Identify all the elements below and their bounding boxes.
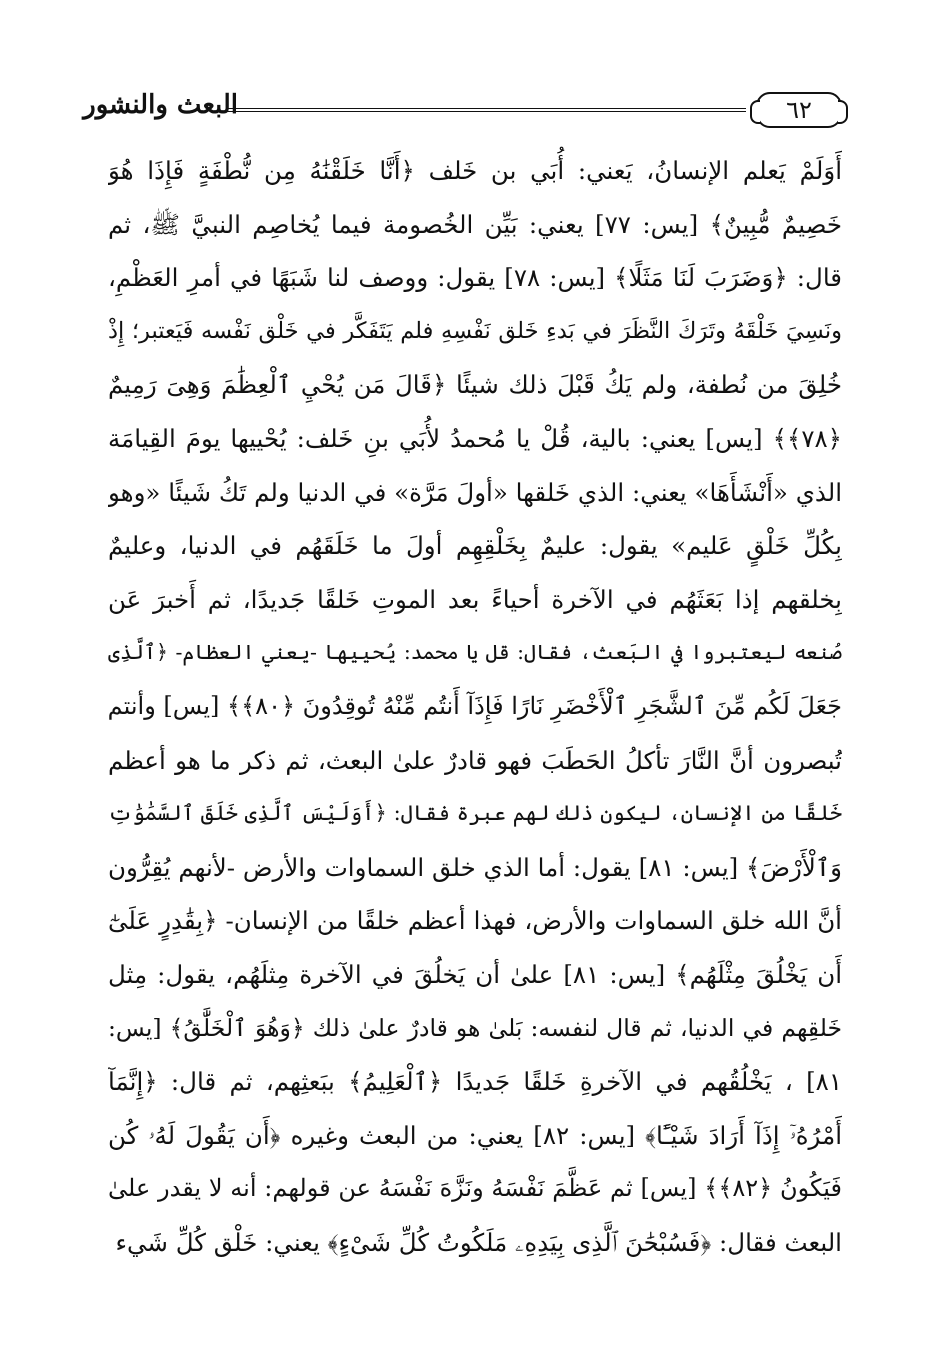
text-line: أَن يَخْلُقَ مِثْلَهُم﴾ [يس: ٨١] علىٰ أن يَخلُقَ في الآخرة مِثلَهُم، يقول: مِثل bbox=[108, 959, 842, 989]
text-line: أَوَلَمْ يَعلم الإنسانُ، يَعني: أُبَي بن خَلف ﴿أَنَّا خَلَقْنَٰهُ مِن نُّطْفَةٍ فَإِذَا هُوَ bbox=[108, 156, 842, 185]
text-line: خَلقِهم في الدنيا، ثم قال لنفسه: بَلىٰ هو قادرٌ علىٰ ذلك ﴿وَهُوَ ٱلْخَلَّٰقُ﴾ [يس: bbox=[108, 1013, 842, 1042]
text-line: خُلِقَ من نُطفة، ولم يَكُ قَبْلَ ذلك شيئًا ﴿قَالَ مَن يُحْيِ ٱلْعِظَٰمَ وَهِىَ رَمِيمٌ bbox=[108, 370, 842, 400]
text-line: بِخلقهم إذا بَعَثَهُم في الآخرة أحياءً بعد الموتِ خَلقًا جَديدًا، ثم أَخبرَ عَن bbox=[108, 584, 842, 614]
page-number: ٦٢ bbox=[756, 92, 842, 128]
text-line: صُنعه ليعتبروا في البَعث، فقال: قل يا محمد: يُحييها -يعني العظام- ﴿ٱلَّذِى bbox=[108, 640, 842, 665]
body-text bbox=[108, 144, 842, 1269]
header-rule bbox=[226, 108, 746, 112]
text-line: وَٱلْأَرْضَ﴾ [يس: ٨١] يقول: أما الذي خلق السماوات والأرض -لأنهم يُقِرُّون bbox=[108, 852, 842, 882]
text-line: أنَّ الله خلق السماوات والأرض، فهذا أعظم خلقًا من الإنسان- ﴿بِقَٰدِرٍ عَلَىٰٓ bbox=[108, 906, 842, 936]
text-line: خَلقًا من الإنسان، ليكون ذلك لهم عبرة فقال: ﴿أَوَلَيْسَ ٱلَّذِى خَلَقَ ٱلسَّمَٰوَٰتِ bbox=[108, 801, 842, 826]
text-line: البعث فقال: ﴿فَسُبْحَٰنَ ٱلَّذِى بِيَدِهِۦ مَلَكُوتُ كُلِّ شَىْءٍ﴾ يعني: خَلْق كُلِّ شَيء bbox=[115, 1227, 842, 1257]
text-line: الذي «أَنْشَأَهَا» يعني: الذي خَلقها «أولَ مَرَّة» في الدنيا ولم تَكُ شَيئًا «وهو bbox=[108, 477, 842, 507]
text-line: ﴿٧٨﴾﴾ [يس] يعني: بالية، قُلْ يا مُحمدُ لأُبَي بنِ خَلف: يُحْييها يومَ القِيامَة bbox=[108, 423, 842, 453]
running-title: البعث والنشور bbox=[108, 90, 244, 120]
text-line: أَمْرُهُۥٓ إِذَآ أَرَادَ شَيْـًٔا﴾ [يس: ٨٢] يعني: من البعث وغيره ﴿أَن يَقُولَ لَهُۥ كُن bbox=[108, 1120, 842, 1150]
text-line: ٨١] ، يَخْلُقُهم في الآخرةِ خَلقًا جَديدًا ﴿ٱلْعَلِيمُ﴾ ببَعثِهم، ثم قال: ﴿إِنَّمَآ bbox=[108, 1067, 842, 1097]
text-line: ونَسِيَ خَلْقَهُ وتَرَكَ النَّظَرَ في بَدءِ خَلق نَفْسِهِ فلم يَتَفَكَّر في خَلْق نَفْسه فَيَعتبر؛ إِذْ bbox=[108, 317, 842, 344]
text-line: جَعَلَ لَكُم مِّنَ ٱلشَّجَرِ ٱلْأَخْضَرِ نَارًا فَإِذَآ أَنتُم مِّنْهُ تُوقِدُونَ ﴿٨٠﴾﴾ [يس] وأنتم bbox=[108, 691, 842, 720]
text-line: فَيَكُونُ ﴿٨٢﴾﴾ [يس] ثم عَظَّمَ نَفْسَهُ ونَزَّهَ نَفْسَهُ عن قولهم: أنه لا يقدر علىٰ bbox=[108, 1174, 842, 1203]
running-header bbox=[83, 86, 842, 138]
text-line: تُبصرون أنَّ النَّارَ تأكلُ الحَطَبَ فهو قادرٌ علىٰ البعث، ثم ذكر ما هو أعظم bbox=[108, 745, 842, 775]
text-line: بِكُلِّ خَلْقٍ عَليم» يقول: عليمٌ بِخَلْقِهِم أولَ ما خَلَقَهُم في الدنيا، وعليمٌ bbox=[108, 531, 842, 561]
text-line: خَصِيمٌ مُّبِينٌ﴾ [يس: ٧٧] يعني: بَيِّن الخُصومة فيما يُخاصِم النبيَّ ﷺ، ثم bbox=[108, 209, 842, 239]
text-line: قال: ﴿وَضَرَبَ لَنَا مَثَلًا﴾ [يس: ٧٨] يقول: ووصف لنا شَبَهًا في أمرِ العَظْمِ، bbox=[108, 263, 842, 293]
